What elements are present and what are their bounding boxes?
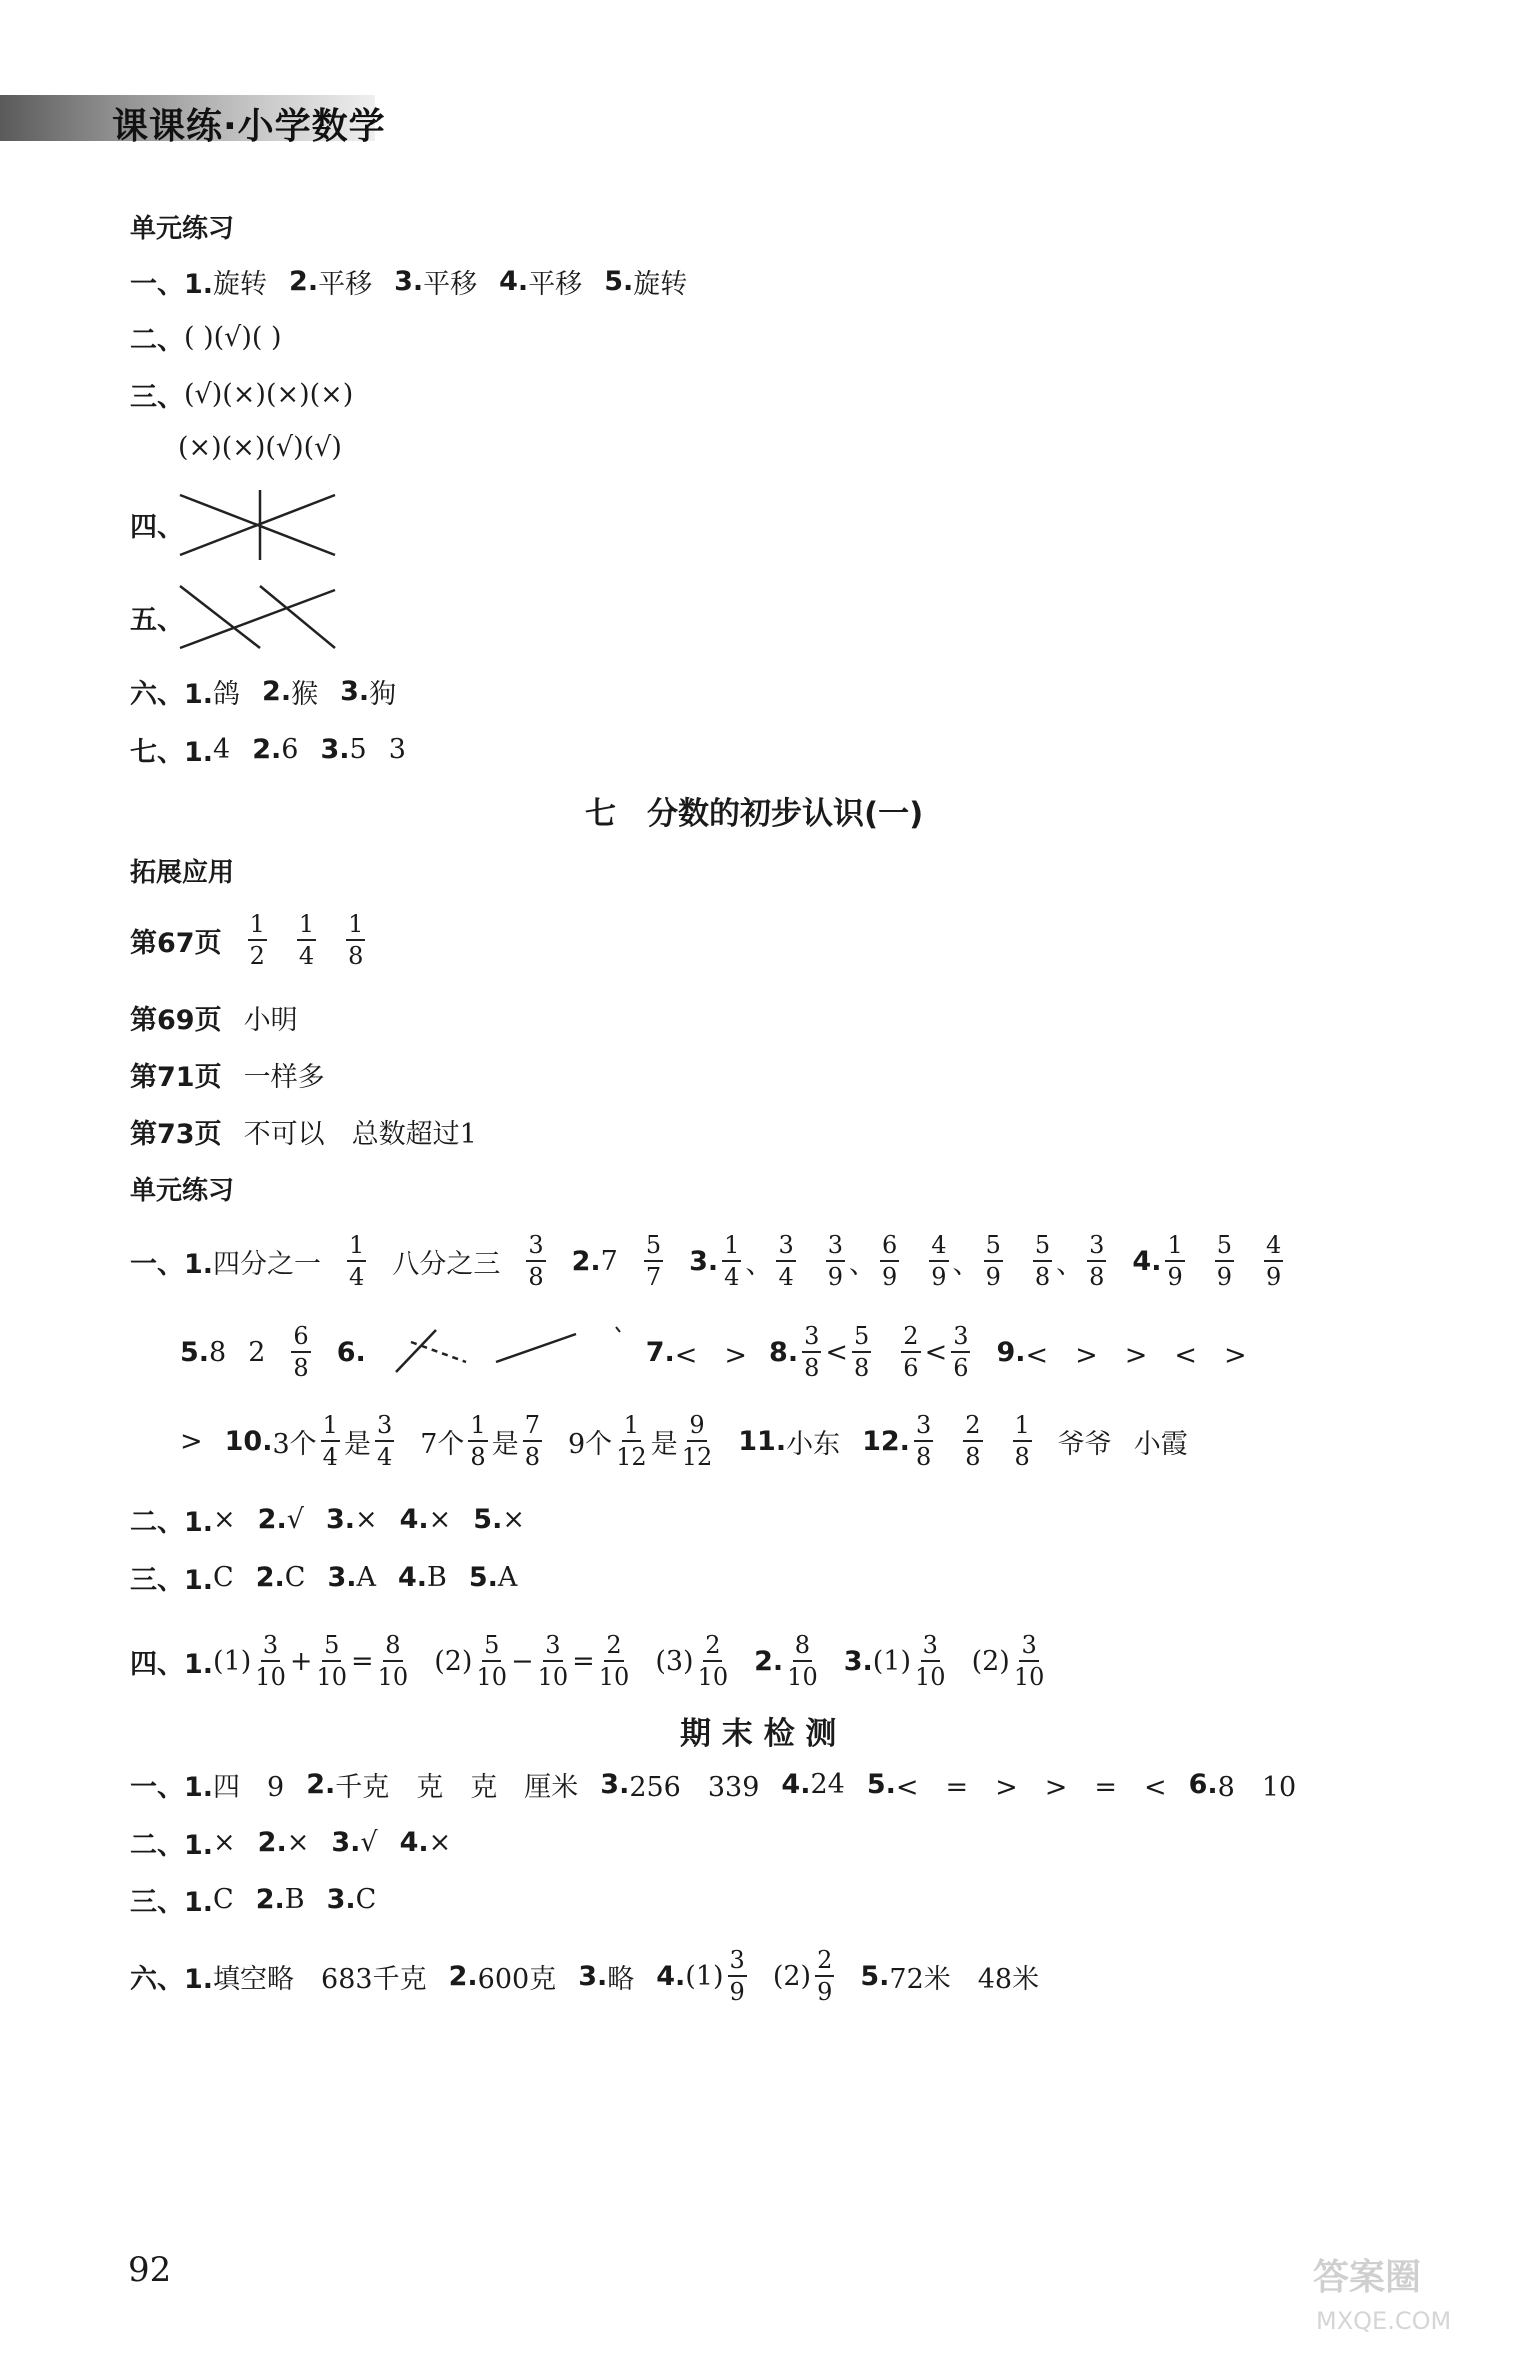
answer-row: 三、 (√)(×)(×)(×) (130, 379, 354, 413)
fraction: $\frac{5}{8}$ (1034, 1231, 1051, 1291)
fraction: $\frac{3}{8}$ (528, 1231, 544, 1291)
fraction: $\frac{3}{10}$ (1013, 1631, 1045, 1691)
fraction: $\frac{5}{9}$ (1216, 1231, 1233, 1291)
answer-row: 五、 (130, 605, 184, 636)
fraction: $\frac{3}{6}$ (953, 1322, 969, 1382)
fraction: $\frac{1}{8}$ (1014, 1411, 1030, 1471)
watermark-logo (1308, 2244, 1508, 2339)
answer-row: 第73页 不可以 总数超过1 (130, 1119, 477, 1150)
answer-row: 一、1. 四分之一 $\frac{1}{4}$ 八分之三 $\frac{3}{8}$ 2. 7 $\frac{5}{7}$ 3. $\frac{1}{4}$ 、 $\frac{3}{4}$ $\frac{3}{9}$ 、 $\frac{6}{9}$ $\frac{4}{9}$ 、 $\frac{5}{9}$ $\frac{5}{8}$ 、 $\frac{3}{8}$ 4. $\frac{1}{9}$ $\frac{5}{9}$ $\frac{4}{9}$ (130, 1231, 1282, 1291)
fraction: $\frac{3}{4}$ (376, 1411, 393, 1471)
answer-row: 二、1. × 2. × 3. √ 4. × (130, 1827, 452, 1861)
fraction: $\frac{2}{9}$ (817, 1946, 833, 2006)
answer-row: 第71页 一样多 (130, 1062, 325, 1093)
fraction: $\frac{3}{10}$ (915, 1631, 946, 1691)
unit-heading: 单元练习 (130, 1176, 235, 1206)
answer-row: (×)(×)(√)(√) (178, 432, 342, 463)
answer-row: 第69页 小明 (130, 1005, 298, 1036)
fraction: $\frac{5}{7}$ (645, 1231, 662, 1291)
drawn-lines (376, 1322, 636, 1382)
fraction: $\frac{2}{6}$ (903, 1322, 919, 1382)
fraction: $\frac{5}{10}$ (316, 1631, 348, 1691)
fraction: $\frac{3}{9}$ (827, 1231, 844, 1291)
fraction: $\frac{3}{8}$ (804, 1322, 820, 1382)
answer-row: 第67页 $\frac{1}{2}$ $\frac{1}{4}$ $\frac{1}{8}$ (130, 910, 364, 970)
fraction: $\frac{8}{10}$ (787, 1631, 818, 1691)
answer-row: 5. 8 2 $\frac{6}{8}$ 6. 7. < > 8. $\frac{3}{8}$ < $\frac{5}{8}$ $\frac{2}{6}$ < $\frac{3}{6}$ 9. < > > < > (180, 1322, 1247, 1382)
fraction: $\frac{9}{12}$ (681, 1411, 713, 1471)
fraction: $\frac{2}{10}$ (598, 1631, 630, 1691)
svg-text:答案圈: 答案圈 (1313, 2257, 1422, 2298)
fraction: $\frac{6}{9}$ (882, 1231, 898, 1291)
answer-row: 二、 ( )(√)( ) (130, 322, 282, 356)
section-heading: 拓展应用 (130, 858, 235, 888)
answer-row: 四、 (130, 512, 184, 543)
fraction: $\frac{3}{8}$ (915, 1411, 932, 1471)
fraction: $\frac{3}{9}$ (729, 1946, 745, 2006)
unit-heading: 单元练习 (130, 214, 235, 244)
final-test-title: 期 末 检 测 (680, 1716, 837, 1752)
fraction: $\frac{5}{9}$ (985, 1231, 1001, 1291)
answer-row: > 10. 3个 $\frac{1}{4}$ 是 $\frac{3}{4}$ 7个 $\frac{1}{8}$ 是 $\frac{7}{8}$ 9个 $\frac{1}{12}$ 是 $\frac{9}{12}$ 11. 小东 12. $\frac{3}{8}$ $\frac{2}{8}$ $\frac{1}{8}$ 爷爷 小霞 (180, 1411, 1188, 1471)
fraction: $\frac{1}{12}$ (616, 1411, 647, 1471)
fraction: $\frac{1}{8}$ (348, 910, 364, 970)
answer-row: 三、1. C 2. C 3. A 4. B 5. A (130, 1562, 518, 1596)
fraction: $\frac{1}{4}$ (724, 1231, 740, 1291)
answer-row: 二、1. × 2. √ 3. × 4. × 5. × (130, 1504, 525, 1538)
fraction: $\frac{5}{8}$ (854, 1322, 870, 1382)
answer-row: 一、1. 四 9 2. 千克 克 克 厘米 3. 256 339 4. 24 5. < = > > = < 6. 8 10 (130, 1769, 1297, 1803)
fraction: $\frac{7}{8}$ (524, 1411, 540, 1471)
fraction: $\frac{6}{8}$ (293, 1322, 309, 1382)
fraction: $\frac{3}{4}$ (778, 1231, 794, 1291)
fraction: $\frac{1}{8}$ (470, 1411, 486, 1471)
fraction: $\frac{2}{10}$ (697, 1631, 729, 1691)
fraction: $\frac{1}{4}$ (322, 1411, 338, 1471)
fraction: $\frac{4}{9}$ (931, 1231, 947, 1291)
chapter-title: 七 分数的初步认识(一) (585, 796, 924, 832)
page-number: 92 (128, 2250, 172, 2290)
answer-row: 七、1. 4 2. 6 3. 5 3 (130, 734, 406, 768)
answer-row: 六、1. 填空略 683千克 2. 600克 3. 略 4. (1) $\frac{3}{9}$ (2) $\frac{2}{9}$ 5. 72米 48米 (130, 1946, 1040, 2006)
answer-row: 一、1. 旋转 2. 平移 3. 平移 4. 平移 5. 旋转 (130, 266, 688, 300)
matching-lines (175, 578, 345, 658)
svg-text:MXQE.COM: MXQE.COM (1316, 2307, 1452, 2335)
fraction: $\frac{2}{8}$ (965, 1411, 981, 1471)
fraction: $\frac{1}{4}$ (298, 910, 315, 970)
fraction: $\frac{1}{9}$ (1167, 1231, 1183, 1291)
fraction: $\frac{3}{10}$ (255, 1631, 286, 1691)
book-title: 课课练·小学数学 (112, 106, 386, 147)
answer-row: 四、1. (1) $\frac{3}{10}$ + $\frac{5}{10}$ = $\frac{8}{10}$ (2) $\frac{5}{10}$ − $\frac{3}{10}$ = $\frac{2}{10}$ (3) $\frac{2}{10}$ 2. $\frac{8}{10}$ 3. (1) $\frac{3}{10}$ (2) $\frac{3}{10}$ (130, 1631, 1045, 1691)
fraction: $\frac{1}{4}$ (349, 1231, 365, 1291)
fraction: $\frac{3}{10}$ (537, 1631, 569, 1691)
fraction: $\frac{5}{10}$ (476, 1631, 507, 1691)
fraction: $\frac{4}{9}$ (1266, 1231, 1282, 1291)
fraction: $\frac{8}{10}$ (377, 1631, 409, 1691)
answer-row: 六、1. 鸽 2. 猴 3. 狗 (130, 676, 397, 710)
fraction: $\frac{3}{8}$ (1089, 1231, 1105, 1291)
fraction: $\frac{1}{2}$ (249, 910, 265, 970)
matching-lines (175, 485, 345, 565)
answer-row: 三、1. C 2. B 3. C (130, 1884, 377, 1918)
